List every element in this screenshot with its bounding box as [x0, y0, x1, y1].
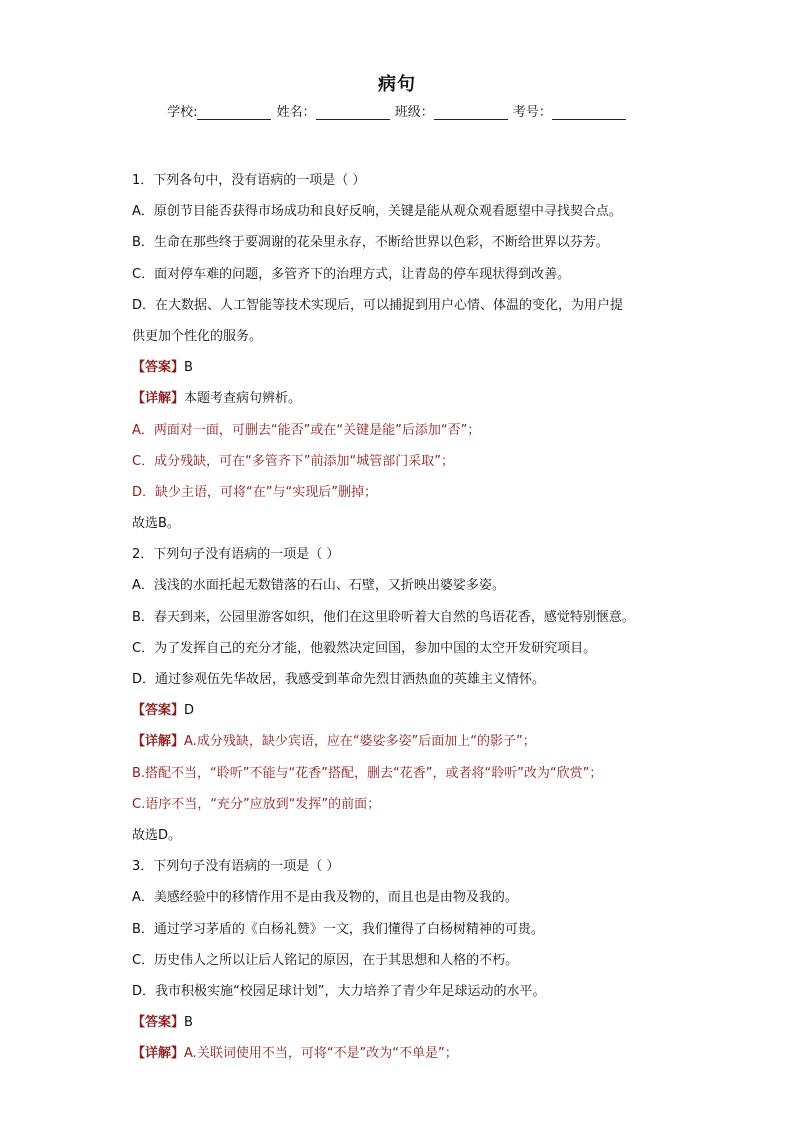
option-c: C．面对停车难的问题，多管齐下的治理方式，让青岛的停车现状得到改善。 [132, 266, 571, 282]
page-title: 病句 [378, 74, 416, 95]
question-stem: 2．下列句子没有语病的一项是（ ） [132, 547, 340, 563]
detail-item: C．成分残缺，可在“多管齐下”前添加“城管部门采取”； [132, 453, 455, 469]
detail-item: D．缺少主语，可将“在”与“实现后”删掉； [132, 484, 377, 500]
conclusion: 故选D。 [132, 827, 182, 843]
option-d: D．我市积极实施“校园足球计划”，大力培养了青少年足球运动的水平。 [132, 983, 546, 999]
option-d: D．通过参观伍先华故居，我感受到革命先烈甘洒热血的英雄主义情怀。 [132, 672, 546, 687]
exam-number-blank[interactable] [552, 106, 626, 120]
option-b: B．生命在那些终于要凋谢的花朵里永存，不断给世界以色彩，不断给世界以芬芳。 [132, 235, 609, 251]
detail-label: 【详解】 [132, 734, 185, 750]
question-stem: 3．下列句子没有语病的一项是（ ） [132, 859, 340, 875]
detail-item: B.搭配不当，“聆听”不能与“花香”搭配，删去“花香”，或者将“聆听”改为“欣赏”； [132, 765, 603, 781]
detail-line [132, 1041, 672, 1072]
exam-number-label: 考号： [512, 105, 552, 120]
questions-content [132, 168, 672, 1072]
detail-item: C.语序不当，“充分”应放到“发挥”的前面； [132, 796, 381, 812]
school-blank[interactable] [197, 106, 271, 120]
question-2 [132, 542, 672, 854]
detail-label: 【详解】 [132, 391, 185, 407]
detail-item: A．两面对一面，可删去“能否”或在“关键是能”后添加“否”； [132, 422, 481, 438]
answer-value: B [184, 1015, 193, 1031]
student-info-line [0, 101, 794, 120]
question-1 [132, 168, 672, 542]
name-blank[interactable] [316, 106, 390, 120]
conclusion: 故选B。 [132, 516, 180, 532]
option-b: B．春天到来，公园里游客如织，他们在这里聆听着大自然的鸟语花香，感觉特别惬意。 [132, 609, 635, 625]
answer-label: 【答案】 [132, 1015, 185, 1031]
option-d-continued: 供更加个性化的服务。 [132, 328, 263, 344]
detail-intro: A.关联词使用不当，可将“不是”改为“不单是”； [184, 1046, 458, 1062]
option-b: B．通过学习茅盾的《白杨礼赞》一文，我们懂得了白杨树精神的可贵。 [132, 921, 544, 937]
answer-label: 【答案】 [132, 703, 185, 719]
detail-line [132, 386, 672, 417]
answer-value: B [184, 360, 193, 376]
detail-line [132, 729, 672, 760]
option-d: D．在大数据、人工智能等技术实现后，可以捕捉到用户心情、体温的变化，为用户提 [132, 297, 624, 313]
answer-value: D [184, 703, 195, 719]
option-a: A．美感经验中的移情作用不是由我及物的，而且也是由物及我的。 [132, 890, 518, 906]
answer-line [132, 698, 672, 729]
option-c: C．为了发挥自己的充分才能，他毅然决定回国，参加中国的太空开发研究项目。 [132, 640, 597, 656]
question-3 [132, 854, 672, 1072]
detail-intro: A.成分残缺，缺少宾语，应在“婆娑多姿”后面加上“的影子”； [184, 734, 536, 750]
school-label: 学校: [167, 105, 198, 120]
class-blank[interactable] [434, 106, 508, 120]
option-a: A．原创节目能否获得市场成功和良好反响，关键是能从观众观看愿望中寻找契合点。 [132, 204, 622, 220]
answer-line [132, 1010, 672, 1041]
option-c: C．历史伟人之所以让后人铭记的原因，在于其思想和人格的不朽。 [132, 952, 519, 968]
detail-label: 【详解】 [132, 1046, 185, 1062]
question-stem: 1．下列各句中，没有语病的一项是（ ） [132, 173, 366, 188]
answer-label: 【答案】 [132, 360, 185, 376]
option-a: A．浅浅的水面托起无数错落的石山、石壁，又折映出婆娑多姿。 [132, 578, 505, 594]
name-label: 姓名： [276, 105, 316, 120]
detail-intro: 本题考查病句辨析。 [184, 391, 302, 407]
class-label: 班级： [394, 105, 434, 120]
answer-line [132, 355, 672, 386]
